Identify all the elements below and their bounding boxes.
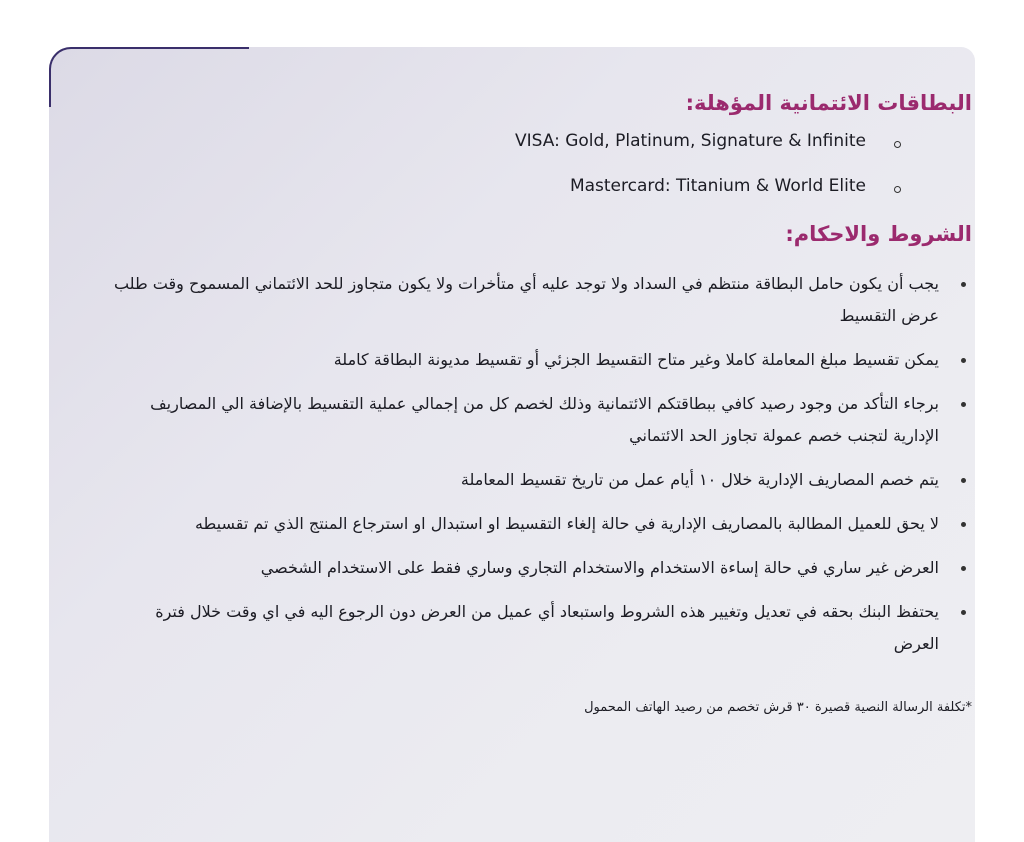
terms-item: يمكن تقسيط مبلغ المعاملة كاملا وغير متاح التقسيط الجزئي أو تقسيط مديونة البطاقة كاملة xyxy=(109,344,969,376)
terms-heading: الشروط والاحكام: xyxy=(785,222,972,246)
eligible-card-visa: VISA: Gold, Platinum, Signature & Infinite xyxy=(515,131,866,151)
eligible-cards-heading: البطاقات الائتمانية المؤهلة: xyxy=(685,91,972,115)
circle-bullet-icon xyxy=(894,141,901,148)
sms-cost-footnote: *تكلفة الرسالة النصية قصيرة ٣٠ قرش تخصم من رصيد الهاتف المحمول xyxy=(584,700,972,715)
circle-bullet-icon xyxy=(894,186,901,193)
terms-item: يحتفظ البنك بحقه في تعديل وتغيير هذه الشروط واستبعاد أي عميل من العرض دون الرجوع اليه في اي وقت خلال فترة العرض xyxy=(109,596,969,660)
terms-list xyxy=(109,268,969,672)
terms-item: العرض غير ساري في حالة إساءة الاستخدام والاستخدام التجاري وساري فقط على الاستخدام الشخصي xyxy=(109,552,969,584)
eligible-card-mastercard: Mastercard: Titanium & World Elite xyxy=(569,176,866,196)
terms-item: لا يحق للعميل المطالبة بالمصاريف الإدارية في حالة إلغاء التقسيط او استبدال او استرجاع المنتج الذي تم تقسيطه xyxy=(109,508,969,540)
terms-item: يجب أن يكون حامل البطاقة منتظم في السداد ولا توجد عليه أي متأخرات ولا يكون متجاوز للحد الائتماني المسموح وقت طلب عرض التقسيط xyxy=(109,268,969,332)
terms-item: يتم خصم المصاريف الإدارية خلال ١٠ أيام عمل من تاريخ تقسيط المعاملة xyxy=(109,464,969,496)
terms-item: برجاء التأكد من وجود رصيد كافي ببطاقتكم الائتمانية وذلك لخصم كل من إجمالي عملية التقسيط بالإضافة الي المصاريف الإدارية لتجنب خصم عمولة تجاوز الحد الائتماني xyxy=(109,388,969,452)
